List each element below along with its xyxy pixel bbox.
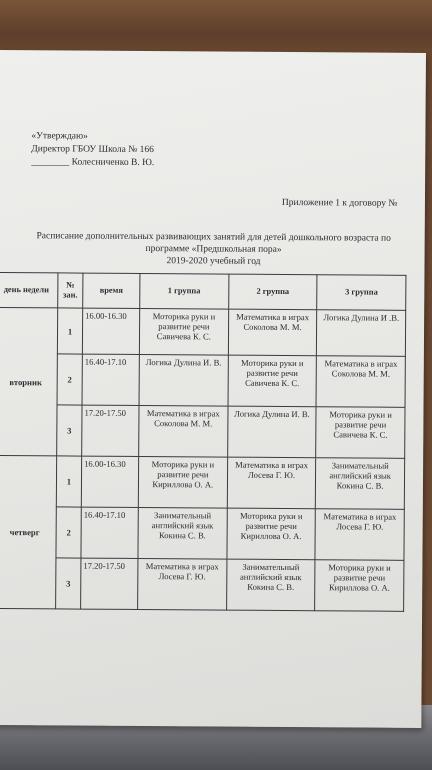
group-1-cell: Занимательный английский язык Кокина С. В. bbox=[138, 507, 227, 559]
header-num: № зан. bbox=[58, 273, 83, 308]
num-cell: 1 bbox=[56, 456, 81, 507]
group-1-cell: Математика в играх Соколова М. М. bbox=[139, 405, 228, 457]
approval-block bbox=[31, 130, 154, 170]
document-title bbox=[28, 230, 398, 269]
group-3-cell: Занимательный английский язык Кокина С. В. bbox=[316, 458, 405, 510]
time-cell: 16.40-17.10 bbox=[81, 507, 138, 558]
num-cell: 2 bbox=[56, 507, 81, 558]
time-cell: 16.00-16.30 bbox=[81, 456, 138, 507]
wood-background-top bbox=[0, 0, 432, 58]
group-3-cell: Математика в играх Лосева Г. Ю. bbox=[315, 509, 404, 561]
group-2-cell: Моторика руки и развитие речи Савичева К. С. bbox=[228, 355, 317, 407]
time-cell: 17.20-17.50 bbox=[81, 558, 138, 609]
header-group-3: 3 группа bbox=[317, 275, 406, 311]
time-cell: 16.00-16.30 bbox=[82, 308, 139, 354]
day-cell: четверг bbox=[0, 455, 57, 608]
table-row bbox=[0, 353, 405, 407]
appendix-note: Приложение 1 к договору № bbox=[281, 197, 398, 209]
header-day: день недели bbox=[0, 272, 58, 307]
time-cell: 17.20-17.50 bbox=[82, 405, 139, 456]
table-row bbox=[0, 307, 406, 356]
group-1-cell: Моторика руки и развитие речи Савичева К. С. bbox=[139, 308, 228, 355]
group-2-cell: Математика в играх Соколова М. М. bbox=[228, 309, 317, 356]
table-row bbox=[0, 506, 404, 560]
title-line-3: 2019-2020 учебный год bbox=[166, 256, 261, 267]
signature-line: ________ Колесниченко В. Ю. bbox=[31, 157, 155, 169]
schedule-table bbox=[0, 272, 406, 612]
num-cell: 3 bbox=[57, 405, 82, 456]
approve-label: «Утверждаю» bbox=[31, 131, 88, 142]
group-3-cell: Моторика руки и развитие речи Кириллова О. А. bbox=[315, 560, 404, 612]
table-row bbox=[0, 455, 405, 509]
director-line: Директор ГБОУ Школа № 166 bbox=[31, 144, 154, 156]
group-2-cell: Моторика руки и развитие речи Кириллова О. А. bbox=[227, 508, 316, 560]
title-line-1: Расписание дополнительных развивающих занятий для детей дошкольного возраста по bbox=[36, 231, 391, 244]
group-2-cell: Математика в играх Лосева Г. Ю. bbox=[227, 457, 316, 509]
table-row bbox=[0, 404, 405, 458]
title-line-2: программе «Предшкольная пора» bbox=[145, 244, 282, 255]
table-header-row bbox=[0, 272, 406, 310]
num-cell: 3 bbox=[56, 558, 81, 609]
group-3-cell: Математика в играх Соколова М. М. bbox=[316, 356, 405, 408]
num-cell: 2 bbox=[57, 354, 82, 405]
group-2-cell: Логика Дулина И. В. bbox=[227, 406, 316, 458]
group-1-cell: Математика в играх Лосева Г. Ю. bbox=[138, 558, 227, 610]
group-3-cell: Моторика руки и развитие речи Савичева К. С. bbox=[316, 407, 405, 459]
group-3-cell: Логика Дулина И .В. bbox=[317, 310, 406, 357]
day-cell: вторник bbox=[0, 307, 58, 455]
table-row bbox=[0, 557, 404, 611]
header-group-1: 1 группа bbox=[140, 273, 229, 309]
header-time: время bbox=[83, 273, 140, 308]
group-1-cell: Логика Дулина И. В. bbox=[139, 354, 228, 406]
time-cell: 16.40-17.10 bbox=[82, 354, 139, 405]
group-1-cell: Моторика руки и развитие речи Кириллова О. А. bbox=[138, 456, 227, 508]
header-group-2: 2 группа bbox=[228, 274, 317, 310]
group-2-cell: Занимательный английский язык Кокина С. В. bbox=[226, 559, 315, 611]
num-cell: 1 bbox=[57, 308, 82, 354]
document-sheet bbox=[0, 50, 426, 728]
